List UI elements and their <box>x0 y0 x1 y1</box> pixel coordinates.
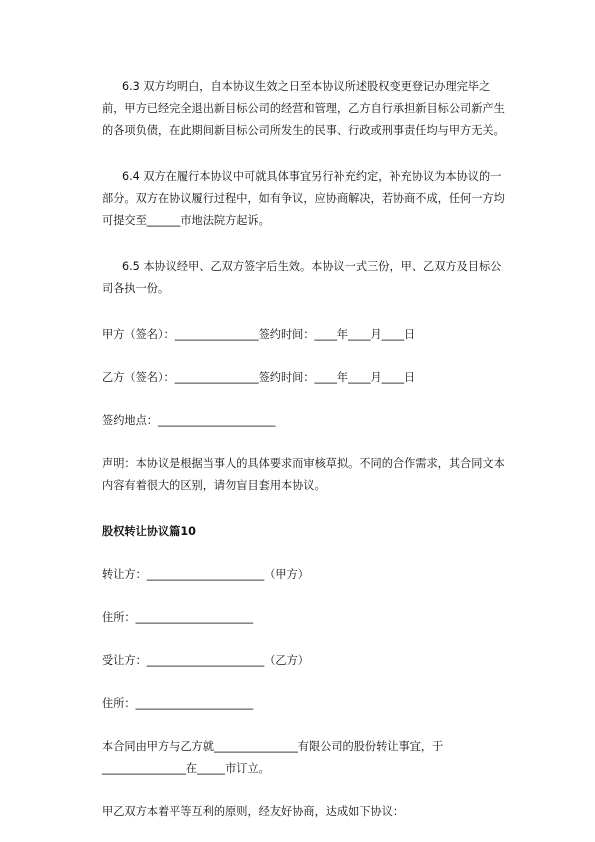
transferor-line: 转让方：_____________________（甲方） <box>102 568 309 581</box>
transferee-line: 受让方：_____________________（乙方） <box>102 654 309 667</box>
party-b-signature-line: 乙方（签名）：_______________签约时间：____年____月____日 <box>102 371 416 384</box>
clause-6-4: 6.4 双方在履行本协议中可就具体事宜另行补充约定，补充协议为本协议的一部分。双方在协议履行过程中，如有争议，应协商解决，若协商不成，任何一方均可提交至______市地法院方起诉。 <box>102 170 505 227</box>
transferor-address-line: 住所：_____________________ <box>102 611 254 624</box>
party-a-signature-line: 甲方（签名）：_______________签约时间：____年____月____日 <box>102 328 416 341</box>
principle-statement: 甲乙双方本着平等互利的原则，经友好协商，达成如下协议： <box>102 805 405 818</box>
transferee-address-line: 住所：_____________________ <box>102 697 254 710</box>
contract-intro-line-1: 本合同由甲方与乙方就_______________有限公司的股份转让事宜，于 <box>102 740 444 753</box>
clause-6-3: 6.3 双方均明白，自本协议生效之日至本协议所述股权变更登记办理完毕之前，甲方已经完全退出新目标公司的经营和管理，乙方自行承担新目标公司新产生的各项负债，在此期间新目标公司所发生的民事、行政或刑事责任均与甲方无关。 <box>102 80 505 137</box>
signing-place-line: 签约地点：_____________________ <box>102 414 276 427</box>
contract-intro-line-2: _______________在_____市订立。 <box>102 762 270 775</box>
section-heading: 股权转让协议篇10 <box>102 525 196 538</box>
disclaimer-statement: 声明：本协议是根据当事人的具体要求而审核草拟。不同的合作需求，其合同文本内容有着很大的区别，请勿盲目套用本协议。 <box>102 457 505 492</box>
clause-6-5: 6.5 本协议经甲、乙双方签字后生效。本协议一式三份，甲、乙双方及目标公司各执一份。 <box>102 260 502 295</box>
